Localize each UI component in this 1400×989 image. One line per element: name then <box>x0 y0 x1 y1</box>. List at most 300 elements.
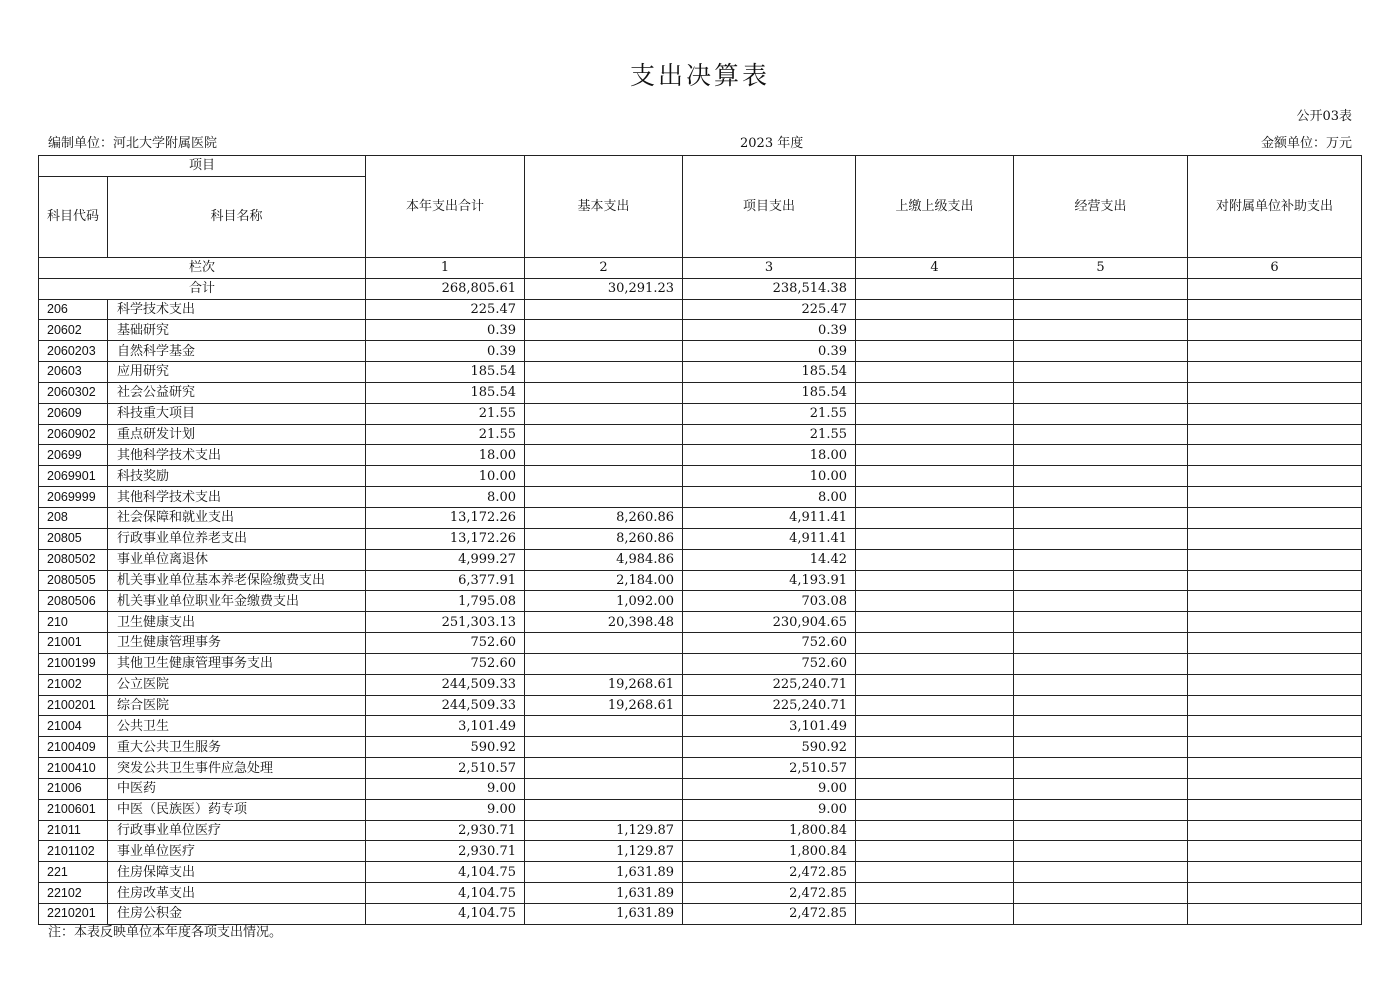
row-project: 185.54 <box>683 382 856 403</box>
row-subsidy <box>1188 883 1362 904</box>
row-subsidy <box>1188 820 1362 841</box>
row-upper <box>856 778 1014 799</box>
table-row <box>39 758 1362 779</box>
row-total: 3,101.49 <box>366 716 525 737</box>
total-basic: 30,291.23 <box>525 278 683 299</box>
header-subsidy: 对附属单位补助支出 <box>1188 156 1362 258</box>
page-title: 支出决算表 <box>629 61 770 90</box>
row-business <box>1014 841 1188 862</box>
row-upper <box>856 883 1014 904</box>
row-code: 20609 <box>39 403 108 424</box>
row-basic <box>525 466 683 487</box>
row-name: 住房公积金 <box>108 904 366 925</box>
row-business <box>1014 466 1188 487</box>
row-business <box>1014 758 1188 779</box>
row-total: 9.00 <box>366 799 525 820</box>
row-business <box>1014 883 1188 904</box>
table-row <box>39 320 1362 341</box>
row-business <box>1014 507 1188 528</box>
row-upper <box>856 382 1014 403</box>
row-upper <box>856 799 1014 820</box>
row-total: 0.39 <box>366 341 525 362</box>
total-row <box>39 278 1362 299</box>
table-row <box>39 716 1362 737</box>
row-upper <box>856 841 1014 862</box>
row-upper <box>856 507 1014 528</box>
row-subsidy <box>1188 904 1362 925</box>
row-business <box>1014 695 1188 716</box>
total-upper <box>856 278 1014 299</box>
row-upper <box>856 862 1014 883</box>
row-upper <box>856 299 1014 320</box>
header-item: 项目 <box>39 156 366 177</box>
row-subsidy <box>1188 487 1362 508</box>
row-basic <box>525 424 683 445</box>
row-name: 基础研究 <box>108 320 366 341</box>
row-basic: 1,631.89 <box>525 904 683 925</box>
row-total: 0.39 <box>366 320 525 341</box>
row-subsidy <box>1188 299 1362 320</box>
footnote: 注：本表反映单位本年度各项支出情况。 <box>48 925 283 940</box>
table-row <box>39 507 1362 528</box>
row-basic <box>525 758 683 779</box>
row-project: 21.55 <box>683 403 856 424</box>
row-project: 185.54 <box>683 362 856 383</box>
row-code: 20602 <box>39 320 108 341</box>
row-total: 251,303.13 <box>366 612 525 633</box>
row-basic <box>525 633 683 654</box>
row-project: 590.92 <box>683 737 856 758</box>
row-upper <box>856 341 1014 362</box>
row-business <box>1014 424 1188 445</box>
row-basic: 8,260.86 <box>525 528 683 549</box>
row-subsidy <box>1188 445 1362 466</box>
row-business <box>1014 737 1188 758</box>
header-upper: 上缴上级支出 <box>856 156 1014 258</box>
row-project: 2,472.85 <box>683 904 856 925</box>
row-code: 2080502 <box>39 549 108 570</box>
total-subsidy <box>1188 278 1362 299</box>
row-total: 1,795.08 <box>366 591 525 612</box>
header-basic: 基本支出 <box>525 156 683 258</box>
row-business <box>1014 341 1188 362</box>
row-name: 住房改革支出 <box>108 883 366 904</box>
row-basic <box>525 737 683 758</box>
row-business <box>1014 445 1188 466</box>
row-business <box>1014 653 1188 674</box>
row-project: 225.47 <box>683 299 856 320</box>
row-project: 4,193.91 <box>683 570 856 591</box>
row-basic <box>525 716 683 737</box>
row-project: 225,240.71 <box>683 674 856 695</box>
row-subsidy <box>1188 862 1362 883</box>
row-basic <box>525 653 683 674</box>
row-upper <box>856 633 1014 654</box>
row-basic <box>525 299 683 320</box>
row-basic <box>525 362 683 383</box>
row-code: 21011 <box>39 820 108 841</box>
row-name: 机关事业单位职业年金缴费支出 <box>108 591 366 612</box>
row-name: 卫生健康管理事务 <box>108 633 366 654</box>
row-name: 突发公共卫生事件应急处理 <box>108 758 366 779</box>
row-total: 752.60 <box>366 653 525 674</box>
column-no-label: 栏次 <box>39 257 366 278</box>
row-basic: 19,268.61 <box>525 695 683 716</box>
row-total: 21.55 <box>366 424 525 445</box>
row-business <box>1014 487 1188 508</box>
row-upper <box>856 424 1014 445</box>
row-code: 2210201 <box>39 904 108 925</box>
row-total: 9.00 <box>366 778 525 799</box>
table-number: 公开03表 <box>1296 109 1352 124</box>
row-total: 4,104.75 <box>366 862 525 883</box>
row-subsidy <box>1188 528 1362 549</box>
row-total: 2,510.57 <box>366 758 525 779</box>
column-no: 5 <box>1014 257 1188 278</box>
row-upper <box>856 528 1014 549</box>
table-row <box>39 695 1362 716</box>
column-no: 2 <box>525 257 683 278</box>
table-row <box>39 341 1362 362</box>
row-code: 2100201 <box>39 695 108 716</box>
header-project: 项目支出 <box>683 156 856 258</box>
table-row <box>39 424 1362 445</box>
row-subsidy <box>1188 424 1362 445</box>
row-name: 社会保障和就业支出 <box>108 507 366 528</box>
row-basic: 19,268.61 <box>525 674 683 695</box>
row-project: 3,101.49 <box>683 716 856 737</box>
row-code: 2080505 <box>39 570 108 591</box>
row-business <box>1014 362 1188 383</box>
row-code: 2100410 <box>39 758 108 779</box>
row-name: 事业单位离退休 <box>108 549 366 570</box>
row-subsidy <box>1188 382 1362 403</box>
row-subsidy <box>1188 362 1362 383</box>
row-project: 4,911.41 <box>683 507 856 528</box>
row-total: 244,509.33 <box>366 674 525 695</box>
row-basic: 2,184.00 <box>525 570 683 591</box>
table-row <box>39 862 1362 883</box>
table-row <box>39 403 1362 424</box>
row-upper <box>856 591 1014 612</box>
table-row <box>39 612 1362 633</box>
row-upper <box>856 695 1014 716</box>
row-upper <box>856 403 1014 424</box>
row-subsidy <box>1188 403 1362 424</box>
table-row <box>39 841 1362 862</box>
row-name: 住房保障支出 <box>108 862 366 883</box>
row-basic <box>525 341 683 362</box>
column-no: 4 <box>856 257 1014 278</box>
row-subsidy <box>1188 799 1362 820</box>
row-code: 2101102 <box>39 841 108 862</box>
row-basic: 1,129.87 <box>525 841 683 862</box>
row-business <box>1014 820 1188 841</box>
row-code: 20603 <box>39 362 108 383</box>
row-name: 科技奖励 <box>108 466 366 487</box>
table-row <box>39 633 1362 654</box>
row-total: 13,172.26 <box>366 507 525 528</box>
row-subsidy <box>1188 695 1362 716</box>
row-code: 2069999 <box>39 487 108 508</box>
row-name: 科学技术支出 <box>108 299 366 320</box>
row-project: 0.39 <box>683 341 856 362</box>
row-code: 2060902 <box>39 424 108 445</box>
row-subsidy <box>1188 612 1362 633</box>
expenditure-table <box>38 155 1362 925</box>
row-total: 13,172.26 <box>366 528 525 549</box>
row-total: 752.60 <box>366 633 525 654</box>
row-project: 1,800.84 <box>683 820 856 841</box>
row-name: 应用研究 <box>108 362 366 383</box>
row-code: 210 <box>39 612 108 633</box>
row-name: 机关事业单位基本养老保险缴费支出 <box>108 570 366 591</box>
report-meta <box>48 132 1352 152</box>
row-total: 4,104.75 <box>366 883 525 904</box>
header-business: 经营支出 <box>1014 156 1188 258</box>
row-basic <box>525 382 683 403</box>
row-basic <box>525 320 683 341</box>
row-upper <box>856 445 1014 466</box>
row-subsidy <box>1188 320 1362 341</box>
row-code: 208 <box>39 507 108 528</box>
row-subsidy <box>1188 591 1362 612</box>
compiling-unit: 编制单位：河北大学附属医院 <box>48 136 218 151</box>
row-subsidy <box>1188 549 1362 570</box>
row-name: 重大公共卫生服务 <box>108 737 366 758</box>
row-project: 18.00 <box>683 445 856 466</box>
row-basic: 1,631.89 <box>525 862 683 883</box>
row-name: 其他科学技术支出 <box>108 445 366 466</box>
row-business <box>1014 320 1188 341</box>
row-project: 10.00 <box>683 466 856 487</box>
row-business <box>1014 716 1188 737</box>
row-business <box>1014 528 1188 549</box>
row-total: 8.00 <box>366 487 525 508</box>
row-subsidy <box>1188 633 1362 654</box>
row-business <box>1014 633 1188 654</box>
currency-unit: 金额单位：万元 <box>1260 136 1352 151</box>
row-basic <box>525 799 683 820</box>
row-project: 2,510.57 <box>683 758 856 779</box>
row-upper <box>856 820 1014 841</box>
row-name: 其他卫生健康管理事务支出 <box>108 653 366 674</box>
row-total: 4,999.27 <box>366 549 525 570</box>
total-label: 合计 <box>39 278 366 299</box>
table-body <box>39 299 1362 924</box>
row-upper <box>856 904 1014 925</box>
row-project: 8.00 <box>683 487 856 508</box>
row-name: 自然科学基金 <box>108 341 366 362</box>
row-name: 科技重大项目 <box>108 403 366 424</box>
row-code: 2100199 <box>39 653 108 674</box>
table-row <box>39 445 1362 466</box>
row-project: 0.39 <box>683 320 856 341</box>
table-row <box>39 737 1362 758</box>
row-basic: 4,984.86 <box>525 549 683 570</box>
row-name: 行政事业单位医疗 <box>108 820 366 841</box>
row-basic: 1,092.00 <box>525 591 683 612</box>
fiscal-year: 2023 年度 <box>740 136 804 151</box>
row-basic <box>525 445 683 466</box>
row-business <box>1014 674 1188 695</box>
row-subsidy <box>1188 466 1362 487</box>
table-row <box>39 382 1362 403</box>
header-code: 科目代码 <box>39 176 108 257</box>
row-project: 14.42 <box>683 549 856 570</box>
table-row <box>39 549 1362 570</box>
row-upper <box>856 487 1014 508</box>
row-total: 590.92 <box>366 737 525 758</box>
row-basic: 1,129.87 <box>525 820 683 841</box>
row-business <box>1014 549 1188 570</box>
row-name: 中医（民族医）药专项 <box>108 799 366 820</box>
row-subsidy <box>1188 570 1362 591</box>
row-business <box>1014 778 1188 799</box>
row-code: 221 <box>39 862 108 883</box>
row-upper <box>856 653 1014 674</box>
row-code: 21001 <box>39 633 108 654</box>
row-project: 9.00 <box>683 778 856 799</box>
row-code: 2069901 <box>39 466 108 487</box>
row-upper <box>856 320 1014 341</box>
row-upper <box>856 612 1014 633</box>
row-total: 185.54 <box>366 382 525 403</box>
row-name: 重点研发计划 <box>108 424 366 445</box>
column-no: 6 <box>1188 257 1362 278</box>
row-subsidy <box>1188 778 1362 799</box>
row-upper <box>856 716 1014 737</box>
row-business <box>1014 382 1188 403</box>
row-total: 185.54 <box>366 362 525 383</box>
row-project: 703.08 <box>683 591 856 612</box>
row-business <box>1014 799 1188 820</box>
total-sum: 268,805.61 <box>366 278 525 299</box>
table-row <box>39 820 1362 841</box>
row-upper <box>856 570 1014 591</box>
table-row <box>39 778 1362 799</box>
row-total: 225.47 <box>366 299 525 320</box>
row-business <box>1014 299 1188 320</box>
row-upper <box>856 549 1014 570</box>
row-name: 行政事业单位养老支出 <box>108 528 366 549</box>
row-project: 2,472.85 <box>683 883 856 904</box>
table-row <box>39 653 1362 674</box>
row-project: 21.55 <box>683 424 856 445</box>
row-subsidy <box>1188 737 1362 758</box>
row-basic <box>525 487 683 508</box>
row-basic: 8,260.86 <box>525 507 683 528</box>
row-total: 10.00 <box>366 466 525 487</box>
row-subsidy <box>1188 653 1362 674</box>
row-business <box>1014 862 1188 883</box>
row-basic: 1,631.89 <box>525 883 683 904</box>
row-total: 6,377.91 <box>366 570 525 591</box>
row-total: 2,930.71 <box>366 820 525 841</box>
row-subsidy <box>1188 841 1362 862</box>
row-code: 21006 <box>39 778 108 799</box>
total-business <box>1014 278 1188 299</box>
row-project: 225,240.71 <box>683 695 856 716</box>
table-row <box>39 299 1362 320</box>
table-row <box>39 466 1362 487</box>
row-name: 中医药 <box>108 778 366 799</box>
row-name: 公共卫生 <box>108 716 366 737</box>
row-upper <box>856 674 1014 695</box>
row-code: 2080506 <box>39 591 108 612</box>
row-code: 21004 <box>39 716 108 737</box>
row-total: 4,104.75 <box>366 904 525 925</box>
row-code: 206 <box>39 299 108 320</box>
row-upper <box>856 362 1014 383</box>
row-name: 其他科学技术支出 <box>108 487 366 508</box>
row-subsidy <box>1188 341 1362 362</box>
row-basic: 20,398.48 <box>525 612 683 633</box>
row-upper <box>856 466 1014 487</box>
row-business <box>1014 570 1188 591</box>
row-name: 公立医院 <box>108 674 366 695</box>
row-business <box>1014 403 1188 424</box>
row-project: 4,911.41 <box>683 528 856 549</box>
row-code: 20805 <box>39 528 108 549</box>
row-name: 综合医院 <box>108 695 366 716</box>
row-code: 2060302 <box>39 382 108 403</box>
total-project: 238,514.38 <box>683 278 856 299</box>
row-business <box>1014 904 1188 925</box>
row-total: 2,930.71 <box>366 841 525 862</box>
row-code: 21002 <box>39 674 108 695</box>
table-row <box>39 799 1362 820</box>
row-total: 18.00 <box>366 445 525 466</box>
column-no: 1 <box>366 257 525 278</box>
table-row <box>39 570 1362 591</box>
row-project: 752.60 <box>683 633 856 654</box>
row-subsidy <box>1188 507 1362 528</box>
row-subsidy <box>1188 674 1362 695</box>
row-code: 2100601 <box>39 799 108 820</box>
row-total: 244,509.33 <box>366 695 525 716</box>
table-row <box>39 674 1362 695</box>
table-row <box>39 528 1362 549</box>
row-code: 2060203 <box>39 341 108 362</box>
table-row <box>39 487 1362 508</box>
row-subsidy <box>1188 716 1362 737</box>
row-upper <box>856 758 1014 779</box>
row-name: 事业单位医疗 <box>108 841 366 862</box>
row-code: 22102 <box>39 883 108 904</box>
table-row <box>39 591 1362 612</box>
column-no: 3 <box>683 257 856 278</box>
row-project: 2,472.85 <box>683 862 856 883</box>
row-basic <box>525 778 683 799</box>
header-total: 本年支出合计 <box>366 156 525 258</box>
row-project: 752.60 <box>683 653 856 674</box>
row-project: 230,904.65 <box>683 612 856 633</box>
table-row <box>39 362 1362 383</box>
header-name: 科目名称 <box>108 176 366 257</box>
row-subsidy <box>1188 758 1362 779</box>
row-name: 卫生健康支出 <box>108 612 366 633</box>
row-project: 9.00 <box>683 799 856 820</box>
table-row <box>39 883 1362 904</box>
row-code: 2100409 <box>39 737 108 758</box>
row-business <box>1014 591 1188 612</box>
row-business <box>1014 612 1188 633</box>
row-upper <box>856 737 1014 758</box>
row-total: 21.55 <box>366 403 525 424</box>
row-code: 20699 <box>39 445 108 466</box>
row-project: 1,800.84 <box>683 841 856 862</box>
